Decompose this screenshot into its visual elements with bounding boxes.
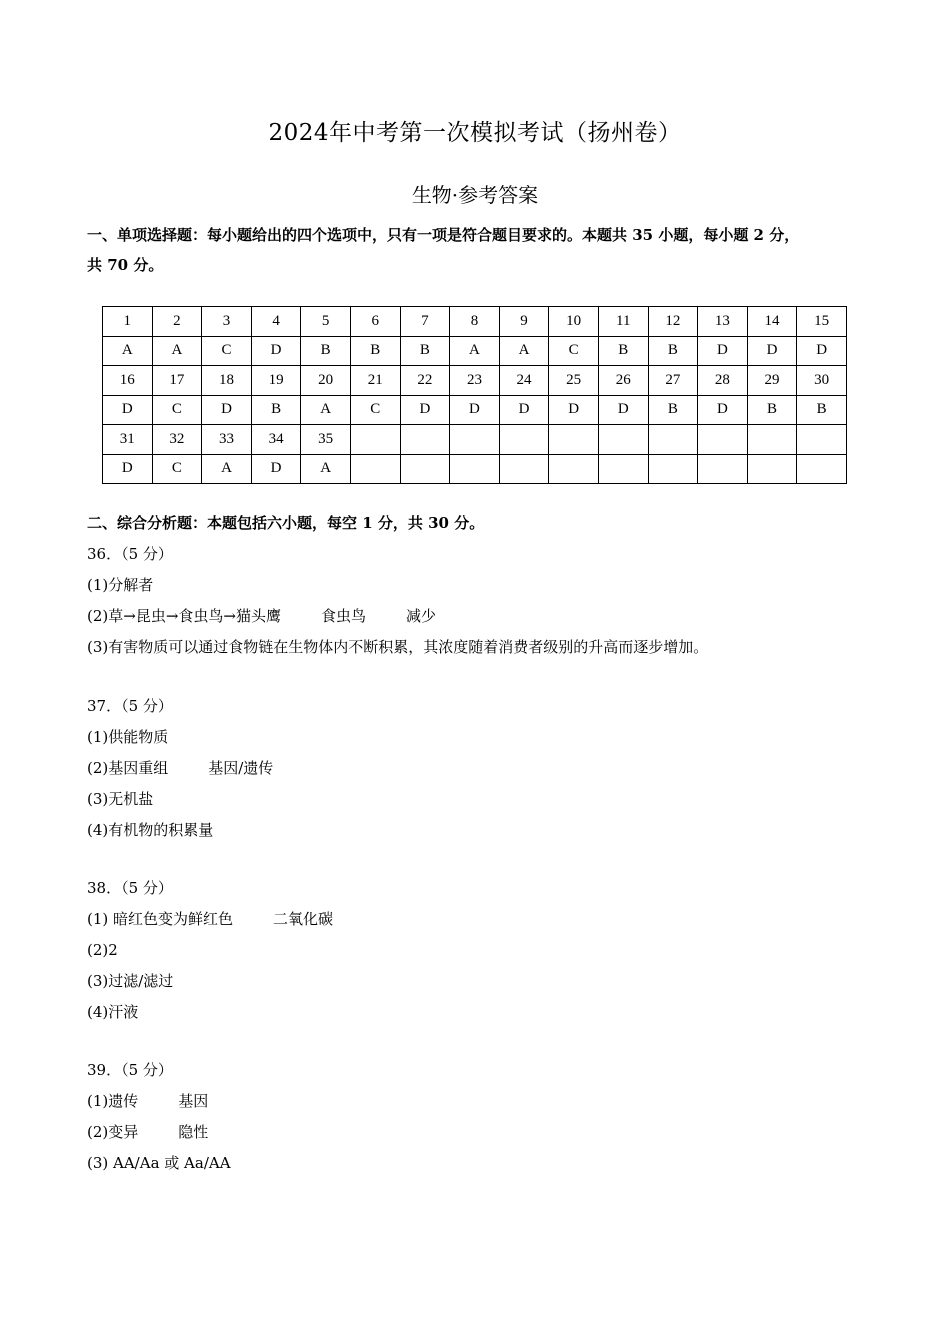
table-cell (499, 425, 549, 455)
answer-part: (2)草→昆虫→食虫鸟→猫头鹰 (87, 607, 281, 625)
section-1-line-2: 共 70 分。 (87, 256, 164, 274)
table-cell: 25 (549, 366, 599, 396)
answer-part: (1)遗传 (87, 1092, 139, 1110)
table-cell: 2 (152, 307, 202, 337)
table-cell: 1 (103, 307, 153, 337)
answer-line: (3)过滤/滤过 (87, 972, 174, 990)
question-37 (87, 691, 273, 846)
table-cell: D (400, 395, 450, 425)
table-row (103, 454, 847, 484)
table-row (103, 336, 847, 366)
table-cell: 10 (549, 307, 599, 337)
table-cell: B (797, 395, 847, 425)
table-cell (698, 425, 748, 455)
answer-line: (4)有机物的积累量 (87, 821, 214, 839)
table-cell: 18 (202, 366, 252, 396)
table-cell: 11 (598, 307, 648, 337)
table-cell (450, 425, 500, 455)
table-cell: B (301, 336, 351, 366)
answer-part: 食虫鸟 (320, 607, 366, 625)
table-cell: D (698, 395, 748, 425)
table-cell: B (400, 336, 450, 366)
table-cell: A (301, 454, 351, 484)
table-cell: D (598, 395, 648, 425)
table-cell (549, 425, 599, 455)
table-cell: 22 (400, 366, 450, 396)
table-cell: 5 (301, 307, 351, 337)
table-cell: 9 (499, 307, 549, 337)
answer-line: (3)有害物质可以通过食物链在生物体内不断积累，其浓度随着消费者级别的升高而逐步增加。 (87, 638, 709, 656)
question-header: 37．（5 分） (87, 697, 173, 715)
table-cell (598, 425, 648, 455)
table-cell: 31 (103, 425, 153, 455)
table-cell: B (648, 395, 698, 425)
table-cell: D (797, 336, 847, 366)
answer-line: (1)分解者 (87, 576, 154, 594)
table-cell: 35 (301, 425, 351, 455)
table-cell: B (350, 336, 400, 366)
table-cell: C (152, 454, 202, 484)
table-cell: 24 (499, 366, 549, 396)
question-header: 39．（5 分） (87, 1061, 173, 1079)
table-cell (598, 454, 648, 484)
table-cell: 15 (797, 307, 847, 337)
table-cell (747, 454, 797, 484)
section-1-line-1: 一、单项选择题：每小题给出的四个选项中，只有一项是符合题目要求的。本题共 35 小题，每小题 2 分， (87, 226, 800, 244)
answer-part: 基因/遗传 (208, 759, 274, 777)
answer-part: 基因 (178, 1092, 209, 1110)
table-cell: B (747, 395, 797, 425)
answer-line: (4)汗液 (87, 1003, 139, 1021)
answer-part: 二氧化碳 (273, 910, 334, 928)
table-cell: 32 (152, 425, 202, 455)
answer-part: 隐性 (178, 1123, 209, 1141)
table-cell: A (450, 336, 500, 366)
answer-line (87, 1086, 231, 1117)
table-cell: 34 (251, 425, 301, 455)
table-cell: 7 (400, 307, 450, 337)
table-cell: B (598, 336, 648, 366)
answer-line (87, 904, 333, 935)
table-cell: 4 (251, 307, 301, 337)
table-cell: 20 (301, 366, 351, 396)
table-cell: A (499, 336, 549, 366)
section-2-heading: 二、综合分析题：本题包括六小题，每空 1 分，共 30 分。 (87, 514, 485, 532)
table-row (103, 395, 847, 425)
table-cell: 23 (450, 366, 500, 396)
answer-part: 减少 (405, 607, 436, 625)
table-cell (350, 454, 400, 484)
table-row (103, 307, 847, 337)
page-title: 2024年中考第一次模拟考试（扬州卷） (268, 120, 682, 146)
table-cell: D (202, 395, 252, 425)
table-cell: C (549, 336, 599, 366)
table-cell: B (648, 336, 698, 366)
table-cell: D (251, 454, 301, 484)
table-cell: D (450, 395, 500, 425)
table-row (103, 425, 847, 455)
table-cell: D (103, 454, 153, 484)
table-cell: 29 (747, 366, 797, 396)
table-cell (797, 454, 847, 484)
table-cell: A (202, 454, 252, 484)
table-cell (747, 425, 797, 455)
table-cell: D (698, 336, 748, 366)
table-cell: C (152, 395, 202, 425)
table-cell (450, 454, 500, 484)
table-cell: 26 (598, 366, 648, 396)
table-cell (400, 425, 450, 455)
question-39 (87, 1055, 231, 1179)
answer-line (87, 601, 708, 632)
table-cell: A (301, 395, 351, 425)
table-cell: 13 (698, 307, 748, 337)
table-cell: 17 (152, 366, 202, 396)
table-cell: D (549, 395, 599, 425)
page-subtitle: 生物·参考答案 (411, 183, 539, 207)
question-header: 38．（5 分） (87, 879, 173, 897)
answer-line: (2)2 (87, 941, 118, 959)
answer-line: (1)供能物质 (87, 728, 169, 746)
table-cell: D (499, 395, 549, 425)
answer-part: (1) 暗红色变为鲜红色 (87, 910, 234, 928)
answer-line (87, 1117, 231, 1148)
answer-table (102, 306, 847, 484)
table-cell: 8 (450, 307, 500, 337)
table-cell: 12 (648, 307, 698, 337)
table-cell: 19 (251, 366, 301, 396)
table-cell (797, 425, 847, 455)
table-cell: 30 (797, 366, 847, 396)
table-cell: 6 (350, 307, 400, 337)
question-38 (87, 873, 333, 1028)
table-cell: 3 (202, 307, 252, 337)
answer-part: (2)变异 (87, 1123, 139, 1141)
table-cell (400, 454, 450, 484)
table-cell: D (251, 336, 301, 366)
table-cell (499, 454, 549, 484)
table-cell: A (103, 336, 153, 366)
table-cell: 27 (648, 366, 698, 396)
table-cell: 21 (350, 366, 400, 396)
table-cell (648, 454, 698, 484)
table-cell: B (251, 395, 301, 425)
table-cell: C (202, 336, 252, 366)
answer-line (87, 753, 273, 784)
table-cell: 14 (747, 307, 797, 337)
table-cell (698, 454, 748, 484)
table-cell (549, 454, 599, 484)
table-cell: 28 (698, 366, 748, 396)
answer-line: (3) AA/Aa 或 Aa/AA (87, 1154, 231, 1172)
section-1-heading (87, 220, 867, 280)
table-row (103, 366, 847, 396)
table-cell: C (350, 395, 400, 425)
table-cell (350, 425, 400, 455)
table-cell: 16 (103, 366, 153, 396)
table-cell: D (103, 395, 153, 425)
table-cell (648, 425, 698, 455)
question-header: 36．（5 分） (87, 545, 173, 563)
question-36 (87, 539, 708, 663)
table-cell: 33 (202, 425, 252, 455)
table-cell: A (152, 336, 202, 366)
table-cell: D (747, 336, 797, 366)
answer-line: (3)无机盐 (87, 790, 154, 808)
answer-part: (2)基因重组 (87, 759, 169, 777)
